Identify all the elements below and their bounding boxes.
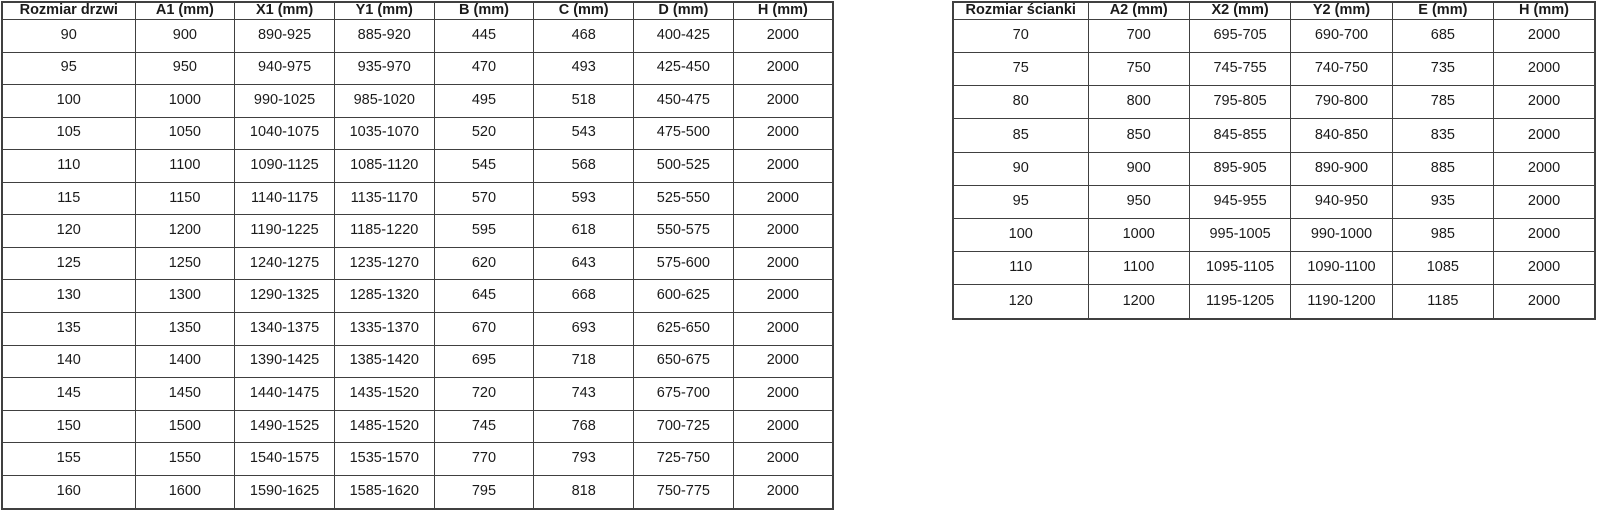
table-cell: 1450 xyxy=(135,378,235,411)
table-cell: 718 xyxy=(534,345,634,378)
table-cell: 1100 xyxy=(135,150,235,183)
table-cell: 1090-1125 xyxy=(235,150,335,183)
table-cell: 625-650 xyxy=(634,313,734,346)
table-cell: 2000 xyxy=(733,117,833,150)
table-cell: 593 xyxy=(534,182,634,215)
table-row xyxy=(953,252,1595,285)
table-cell: 935-970 xyxy=(334,52,434,85)
table-cell: 575-600 xyxy=(634,247,734,280)
table-cell: 600-625 xyxy=(634,280,734,313)
table-cell: 685 xyxy=(1392,19,1493,52)
table-cell: 2000 xyxy=(1494,285,1595,319)
table-row xyxy=(2,182,833,215)
table-row xyxy=(2,280,833,313)
table-cell: 1195-1205 xyxy=(1189,285,1290,319)
table-cell: 1190-1200 xyxy=(1291,285,1392,319)
header-row xyxy=(953,2,1595,19)
table-cell: 475-500 xyxy=(634,117,734,150)
table-cell: 750 xyxy=(1088,53,1189,86)
table-cell: 1250 xyxy=(135,247,235,280)
table-cell: 835 xyxy=(1392,119,1493,152)
table-cell: 1585-1620 xyxy=(334,475,434,509)
table-cell: 1390-1425 xyxy=(235,345,335,378)
table-cell: 2000 xyxy=(733,280,833,313)
table-cell: 795-805 xyxy=(1189,86,1290,119)
table-cell: 725-750 xyxy=(634,443,734,476)
table-row xyxy=(953,285,1595,319)
table-cell: 500-525 xyxy=(634,150,734,183)
table-cell: 770 xyxy=(434,443,534,476)
column-header: Y1 (mm) xyxy=(334,2,434,19)
table-cell: 90 xyxy=(2,19,135,52)
table-row xyxy=(2,85,833,118)
table-cell: 1435-1520 xyxy=(334,378,434,411)
column-header: A2 (mm) xyxy=(1088,2,1189,19)
table-cell: 935 xyxy=(1392,185,1493,218)
table-cell: 468 xyxy=(534,19,634,52)
table-cell: 2000 xyxy=(733,475,833,509)
table-cell: 1185 xyxy=(1392,285,1493,319)
table-row xyxy=(2,215,833,248)
table-cell: 1440-1475 xyxy=(235,378,335,411)
table-cell: 80 xyxy=(953,86,1088,119)
table-cell: 790-800 xyxy=(1291,86,1392,119)
table-cell: 1235-1270 xyxy=(334,247,434,280)
table-row xyxy=(953,86,1595,119)
column-header: X2 (mm) xyxy=(1189,2,1290,19)
table-cell: 150 xyxy=(2,410,135,443)
table-cell: 695-705 xyxy=(1189,19,1290,52)
table-cell: 885-920 xyxy=(334,19,434,52)
table-cell: 2000 xyxy=(733,182,833,215)
table-cell: 890-925 xyxy=(235,19,335,52)
table-cell: 130 xyxy=(2,280,135,313)
table-cell: 745-755 xyxy=(1189,53,1290,86)
table-row xyxy=(2,378,833,411)
table-cell: 2000 xyxy=(733,313,833,346)
table-cell: 125 xyxy=(2,247,135,280)
table-cell: 950 xyxy=(1088,185,1189,218)
table-cell: 495 xyxy=(434,85,534,118)
table-cell: 800 xyxy=(1088,86,1189,119)
table-cell: 1095-1105 xyxy=(1189,252,1290,285)
table-cell: 1385-1420 xyxy=(334,345,434,378)
table-row xyxy=(2,52,833,85)
table-cell: 620 xyxy=(434,247,534,280)
table-cell: 740-750 xyxy=(1291,53,1392,86)
table-cell: 1290-1325 xyxy=(235,280,335,313)
table-cell: 2000 xyxy=(733,150,833,183)
wall-size-table xyxy=(952,1,1596,320)
table-cell: 1485-1520 xyxy=(334,410,434,443)
table-cell: 85 xyxy=(953,119,1088,152)
table-cell: 1000 xyxy=(135,85,235,118)
table-cell: 105 xyxy=(2,117,135,150)
table-cell: 2000 xyxy=(1494,19,1595,52)
table-cell: 768 xyxy=(534,410,634,443)
table-cell: 1550 xyxy=(135,443,235,476)
table-cell: 1040-1075 xyxy=(235,117,335,150)
table-cell: 160 xyxy=(2,475,135,509)
table-cell: 643 xyxy=(534,247,634,280)
table-cell: 650-675 xyxy=(634,345,734,378)
column-header: Rozmiar ścianki xyxy=(953,2,1088,19)
table-cell: 2000 xyxy=(1494,252,1595,285)
table-cell: 995-1005 xyxy=(1189,218,1290,251)
table-cell: 675-700 xyxy=(634,378,734,411)
table-cell: 985-1020 xyxy=(334,85,434,118)
table-cell: 75 xyxy=(953,53,1088,86)
table-cell: 595 xyxy=(434,215,534,248)
table-cell: 2000 xyxy=(733,19,833,52)
table-cell: 785 xyxy=(1392,86,1493,119)
table-cell: 568 xyxy=(534,150,634,183)
table-cell: 670 xyxy=(434,313,534,346)
table-cell: 545 xyxy=(434,150,534,183)
table-cell: 1050 xyxy=(135,117,235,150)
table-cell: 110 xyxy=(2,150,135,183)
table-cell: 1200 xyxy=(135,215,235,248)
table-cell: 425-450 xyxy=(634,52,734,85)
table-cell: 1000 xyxy=(1088,218,1189,251)
column-header: C (mm) xyxy=(534,2,634,19)
table-cell: 543 xyxy=(534,117,634,150)
table-cell: 1535-1570 xyxy=(334,443,434,476)
table-cell: 1185-1220 xyxy=(334,215,434,248)
table-cell: 493 xyxy=(534,52,634,85)
table-cell: 2000 xyxy=(1494,86,1595,119)
table-cell: 818 xyxy=(534,475,634,509)
table-cell: 2000 xyxy=(733,345,833,378)
table-cell: 890-900 xyxy=(1291,152,1392,185)
table-row xyxy=(2,443,833,476)
table-cell: 845-855 xyxy=(1189,119,1290,152)
table-row xyxy=(2,475,833,509)
table-cell: 1150 xyxy=(135,182,235,215)
table-cell: 700 xyxy=(1088,19,1189,52)
table-cell: 1590-1625 xyxy=(235,475,335,509)
table-cell: 525-550 xyxy=(634,182,734,215)
table-cell: 570 xyxy=(434,182,534,215)
table-cell: 2000 xyxy=(1494,119,1595,152)
table-row xyxy=(2,117,833,150)
column-header: D (mm) xyxy=(634,2,734,19)
table-cell: 2000 xyxy=(733,410,833,443)
table-cell: 990-1000 xyxy=(1291,218,1392,251)
table-cell: 2000 xyxy=(1494,152,1595,185)
table-cell: 940-950 xyxy=(1291,185,1392,218)
column-header: H (mm) xyxy=(1494,2,1595,19)
table-cell: 1300 xyxy=(135,280,235,313)
table-cell: 120 xyxy=(2,215,135,248)
table-cell: 2000 xyxy=(733,247,833,280)
table-cell: 695 xyxy=(434,345,534,378)
table-row xyxy=(2,19,833,52)
table-cell: 550-575 xyxy=(634,215,734,248)
table-row xyxy=(2,345,833,378)
table-cell: 895-905 xyxy=(1189,152,1290,185)
table-cell: 1540-1575 xyxy=(235,443,335,476)
table-cell: 1100 xyxy=(1088,252,1189,285)
table-cell: 2000 xyxy=(733,52,833,85)
table-cell: 1085 xyxy=(1392,252,1493,285)
table-cell: 645 xyxy=(434,280,534,313)
table-row xyxy=(953,218,1595,251)
table-cell: 1240-1275 xyxy=(235,247,335,280)
table-cell: 120 xyxy=(953,285,1088,319)
table-cell: 1490-1525 xyxy=(235,410,335,443)
table-cell: 70 xyxy=(953,19,1088,52)
table-cell: 518 xyxy=(534,85,634,118)
table-cell: 470 xyxy=(434,52,534,85)
column-header: E (mm) xyxy=(1392,2,1493,19)
table-cell: 990-1025 xyxy=(235,85,335,118)
table-cell: 1340-1375 xyxy=(235,313,335,346)
door-size-table xyxy=(1,1,834,510)
table-cell: 100 xyxy=(953,218,1088,251)
table-cell: 2000 xyxy=(733,378,833,411)
table-cell: 450-475 xyxy=(634,85,734,118)
table-cell: 2000 xyxy=(733,443,833,476)
table-cell: 900 xyxy=(135,19,235,52)
column-header: A1 (mm) xyxy=(135,2,235,19)
table-cell: 720 xyxy=(434,378,534,411)
table-cell: 95 xyxy=(953,185,1088,218)
table-cell: 2000 xyxy=(733,85,833,118)
table-cell: 145 xyxy=(2,378,135,411)
table-cell: 690-700 xyxy=(1291,19,1392,52)
table-cell: 945-955 xyxy=(1189,185,1290,218)
table-cell: 1140-1175 xyxy=(235,182,335,215)
table-cell: 1090-1100 xyxy=(1291,252,1392,285)
table-row xyxy=(953,152,1595,185)
table-cell: 90 xyxy=(953,152,1088,185)
table-cell: 1350 xyxy=(135,313,235,346)
table-cell: 1600 xyxy=(135,475,235,509)
table-cell: 1200 xyxy=(1088,285,1189,319)
table-cell: 1285-1320 xyxy=(334,280,434,313)
table-row xyxy=(2,410,833,443)
table-cell: 1035-1070 xyxy=(334,117,434,150)
table-cell: 793 xyxy=(534,443,634,476)
table-cell: 1085-1120 xyxy=(334,150,434,183)
column-header: B (mm) xyxy=(434,2,534,19)
column-header: H (mm) xyxy=(733,2,833,19)
column-header: X1 (mm) xyxy=(235,2,335,19)
table-row xyxy=(953,53,1595,86)
table-cell: 2000 xyxy=(1494,185,1595,218)
table-cell: 1335-1370 xyxy=(334,313,434,346)
table-cell: 693 xyxy=(534,313,634,346)
table-cell: 115 xyxy=(2,182,135,215)
table-cell: 1400 xyxy=(135,345,235,378)
table-cell: 743 xyxy=(534,378,634,411)
table-cell: 100 xyxy=(2,85,135,118)
table-cell: 400-425 xyxy=(634,19,734,52)
table-cell: 155 xyxy=(2,443,135,476)
table-row xyxy=(953,119,1595,152)
table-cell: 95 xyxy=(2,52,135,85)
table-cell: 1135-1170 xyxy=(334,182,434,215)
header-row xyxy=(2,2,833,19)
table-cell: 110 xyxy=(953,252,1088,285)
table-cell: 520 xyxy=(434,117,534,150)
table-cell: 940-975 xyxy=(235,52,335,85)
table-cell: 850 xyxy=(1088,119,1189,152)
table-cell: 735 xyxy=(1392,53,1493,86)
table-row xyxy=(2,247,833,280)
table-cell: 668 xyxy=(534,280,634,313)
table-cell: 445 xyxy=(434,19,534,52)
table-cell: 985 xyxy=(1392,218,1493,251)
table-cell: 745 xyxy=(434,410,534,443)
table-cell: 2000 xyxy=(1494,53,1595,86)
table-cell: 135 xyxy=(2,313,135,346)
table-row xyxy=(953,185,1595,218)
table-cell: 618 xyxy=(534,215,634,248)
table-row xyxy=(2,313,833,346)
column-header: Y2 (mm) xyxy=(1291,2,1392,19)
table-cell: 840-850 xyxy=(1291,119,1392,152)
table-cell: 750-775 xyxy=(634,475,734,509)
table-cell: 1190-1225 xyxy=(235,215,335,248)
table-cell: 700-725 xyxy=(634,410,734,443)
table-cell: 950 xyxy=(135,52,235,85)
table-row xyxy=(953,19,1595,52)
table-cell: 900 xyxy=(1088,152,1189,185)
table-cell: 2000 xyxy=(733,215,833,248)
table-cell: 140 xyxy=(2,345,135,378)
table-cell: 1500 xyxy=(135,410,235,443)
table-row xyxy=(2,150,833,183)
table-cell: 2000 xyxy=(1494,218,1595,251)
table-cell: 795 xyxy=(434,475,534,509)
table-cell: 885 xyxy=(1392,152,1493,185)
column-header: Rozmiar drzwi xyxy=(2,2,135,19)
